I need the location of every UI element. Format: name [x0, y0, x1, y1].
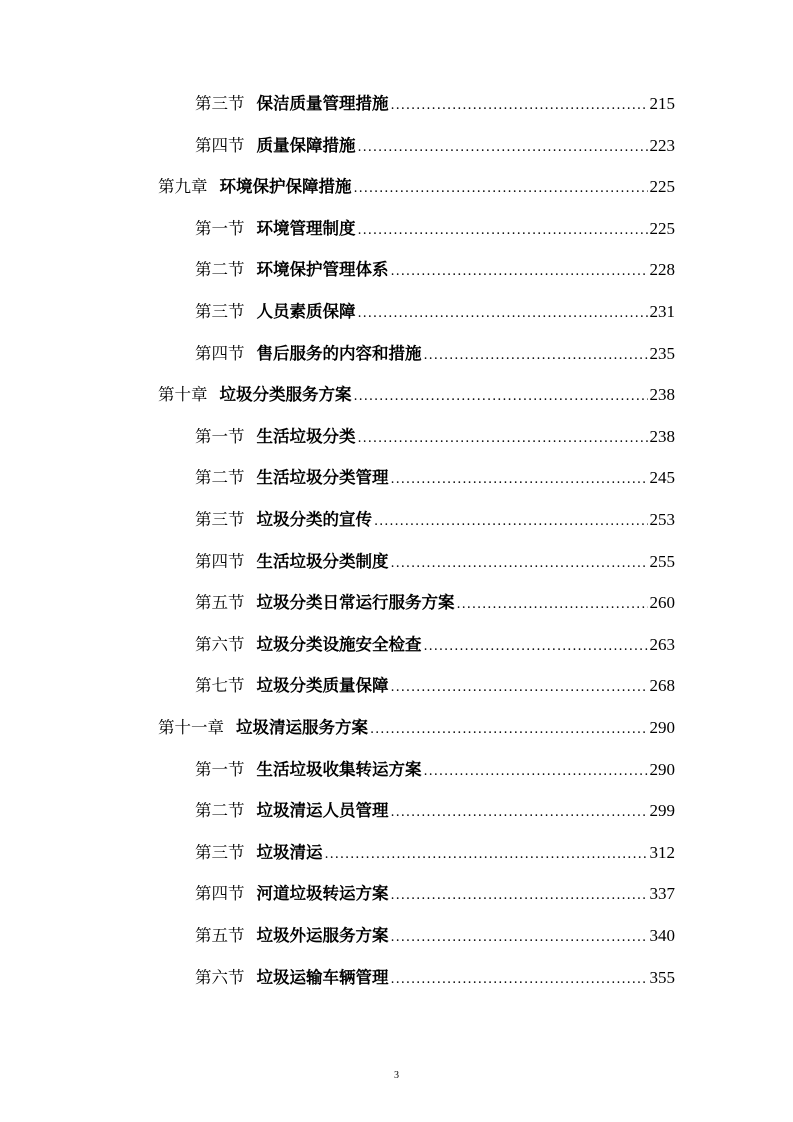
toc-section-row[interactable] [195, 506, 675, 530]
toc-page-number: 215 [649, 94, 675, 113]
toc-section-row[interactable] [195, 797, 675, 821]
toc-entry-number: 第四节 [195, 551, 245, 571]
toc-page-number: 290 [649, 718, 675, 737]
toc-entry-number: 第三节 [195, 302, 245, 321]
toc-page-number: 255 [649, 551, 675, 571]
toc-entry-number: 第四节 [195, 343, 245, 363]
toc-entry-title: 售后服务的内容和措施 [256, 343, 422, 363]
toc-section-row[interactable] [195, 839, 675, 863]
toc-entry-title: 环境管理制度 [256, 218, 356, 238]
toc-entry-heading [195, 510, 372, 530]
toc-entry-heading [195, 552, 389, 572]
toc-dot-leader [391, 98, 648, 114]
toc-entry-number: 第二节 [195, 801, 245, 821]
toc-page-number: 312 [649, 842, 675, 862]
toc-entry-heading [158, 718, 368, 738]
toc-entry-heading [195, 884, 389, 904]
toc-section-row[interactable] [195, 132, 675, 156]
toc-dot-leader [391, 264, 648, 280]
toc-entry-number: 第九章 [158, 177, 208, 197]
toc-dot-leader [391, 930, 648, 946]
toc-page-number: 290 [649, 759, 675, 779]
toc-entry-title: 垃圾清运服务方案 [236, 718, 368, 737]
toc-dot-leader [391, 888, 648, 904]
toc-section-row[interactable] [195, 423, 675, 447]
toc-entry-title: 保洁质量管理措施 [256, 94, 389, 113]
toc-entry-heading [195, 843, 323, 863]
toc-page-number: 337 [649, 884, 675, 904]
toc-entry-title: 垃圾分类的宣传 [256, 510, 372, 529]
toc-entry-number: 第一节 [195, 426, 245, 446]
toc-entry-title: 垃圾分类质量保障 [256, 676, 389, 696]
toc-entry-heading [195, 760, 422, 780]
toc-entry-number: 第五节 [195, 926, 245, 945]
toc-entry-number: 第三节 [195, 94, 245, 113]
toc-dot-leader [457, 597, 648, 613]
toc-entry-title: 生活垃圾收集转运方案 [256, 759, 422, 779]
toc-dot-leader [325, 847, 648, 863]
toc-dot-leader [424, 639, 648, 655]
toc-entry-heading [195, 94, 389, 114]
toc-entry-number: 第四节 [195, 884, 245, 904]
toc-chapter-row[interactable] [158, 381, 675, 405]
toc-entry-title: 垃圾外运服务方案 [256, 926, 389, 945]
toc-dot-leader [370, 722, 648, 738]
toc-page-number: 225 [649, 218, 675, 238]
toc-entry-number: 第二节 [195, 260, 245, 280]
toc-entry-heading [195, 635, 422, 655]
toc-entry-heading [195, 302, 356, 322]
toc-page-number: 253 [649, 510, 675, 529]
toc-entry-title: 人员素质保障 [256, 302, 356, 321]
toc-dot-leader [354, 389, 648, 405]
toc-entry-heading [195, 219, 356, 239]
toc-dot-leader [391, 472, 648, 488]
toc-entry-title: 生活垃圾分类制度 [256, 551, 389, 571]
toc-section-row[interactable] [195, 464, 675, 488]
toc-page-number: 268 [649, 676, 675, 696]
toc-dot-leader [358, 431, 648, 447]
toc-entry-number: 第十章 [158, 385, 208, 405]
toc-chapter-row[interactable] [158, 714, 675, 738]
toc-dot-leader [391, 556, 648, 572]
toc-entry-title: 环境保护保障措施 [219, 177, 352, 197]
toc-entry-heading [195, 926, 389, 946]
toc-entry-title: 垃圾分类服务方案 [219, 385, 352, 405]
toc-entry-heading [195, 344, 422, 364]
toc-entry-title: 环境保护管理体系 [256, 260, 389, 280]
toc-entry-heading [195, 260, 389, 280]
toc-entry-title: 垃圾分类设施安全检查 [256, 634, 422, 654]
toc-page-number: 260 [649, 593, 675, 613]
toc-entry-title: 质量保障措施 [256, 135, 356, 155]
toc-section-row[interactable] [195, 215, 675, 239]
toc-section-row[interactable] [195, 548, 675, 572]
page-number: 3 [394, 1070, 399, 1081]
toc-entry-heading [158, 385, 352, 405]
toc-entry-number: 第四节 [195, 135, 245, 155]
toc-entry-title: 垃圾清运人员管理 [256, 801, 389, 821]
toc-page-number: 228 [649, 260, 675, 280]
toc-section-row[interactable] [195, 90, 675, 114]
toc-entry-number: 第一节 [195, 218, 245, 238]
toc-page-number: 299 [649, 801, 675, 821]
toc-entry-title: 河道垃圾转运方案 [256, 884, 389, 904]
toc-chapter-row[interactable] [158, 173, 675, 197]
toc-entry-heading [195, 968, 389, 988]
toc-entry-number: 第一节 [195, 759, 245, 779]
toc-entry-number: 第六节 [195, 634, 245, 654]
toc-section-row[interactable] [195, 631, 675, 655]
toc-section-row[interactable] [195, 340, 675, 364]
toc-entry-number: 第六节 [195, 967, 245, 987]
toc-section-row[interactable] [195, 298, 675, 322]
toc-section-row[interactable] [195, 880, 675, 904]
toc-entry-heading [195, 136, 356, 156]
toc-dot-leader [391, 805, 648, 821]
toc-entry-title: 垃圾分类日常运行服务方案 [256, 593, 455, 613]
toc-entry-number: 第二节 [195, 468, 245, 488]
toc-dot-leader [424, 348, 648, 364]
toc-entry-number: 第五节 [195, 593, 245, 613]
toc-dot-leader [358, 223, 648, 239]
toc-section-row[interactable] [195, 589, 675, 613]
toc-entry-title: 生活垃圾分类管理 [256, 468, 389, 488]
toc-entry-heading [158, 177, 352, 197]
toc-dot-leader [374, 514, 648, 530]
toc-dot-leader [354, 181, 648, 197]
toc-page-number: 231 [649, 302, 675, 321]
toc-entry-heading [195, 593, 455, 613]
toc-page-number: 355 [649, 967, 675, 987]
toc-entry-title: 垃圾运输车辆管理 [256, 967, 389, 987]
toc-dot-leader [391, 680, 648, 696]
toc-entry-heading [195, 427, 356, 447]
toc-page-number: 238 [649, 385, 675, 405]
toc-section-row[interactable] [195, 922, 675, 946]
toc-section-row[interactable] [195, 672, 675, 696]
toc-entry-title: 垃圾清运 [256, 842, 323, 862]
toc-page-number: 263 [649, 634, 675, 654]
toc-section-row[interactable] [195, 964, 675, 988]
toc-entry-heading [195, 468, 389, 488]
toc-entry-title: 生活垃圾分类 [256, 426, 356, 446]
toc-entry-number: 第七节 [195, 676, 245, 696]
toc-dot-leader [424, 764, 648, 780]
toc-dot-leader [391, 972, 648, 988]
toc-page-number: 235 [649, 343, 675, 363]
toc-entry-number: 第十一章 [158, 718, 224, 737]
toc-entry-number: 第三节 [195, 842, 245, 862]
toc-page-number: 238 [649, 426, 675, 446]
toc-entry-heading [195, 801, 389, 821]
toc-page-number: 225 [649, 177, 675, 197]
toc-section-row[interactable] [195, 256, 675, 280]
toc-page-number: 340 [649, 926, 675, 945]
toc-section-row[interactable] [195, 756, 675, 780]
toc-dot-leader [358, 140, 648, 156]
toc-dot-leader [358, 306, 648, 322]
toc-page-number: 223 [649, 135, 675, 155]
toc-page-number: 245 [649, 468, 675, 488]
toc-entry-number: 第三节 [195, 510, 245, 529]
toc-entry-heading [195, 676, 389, 696]
